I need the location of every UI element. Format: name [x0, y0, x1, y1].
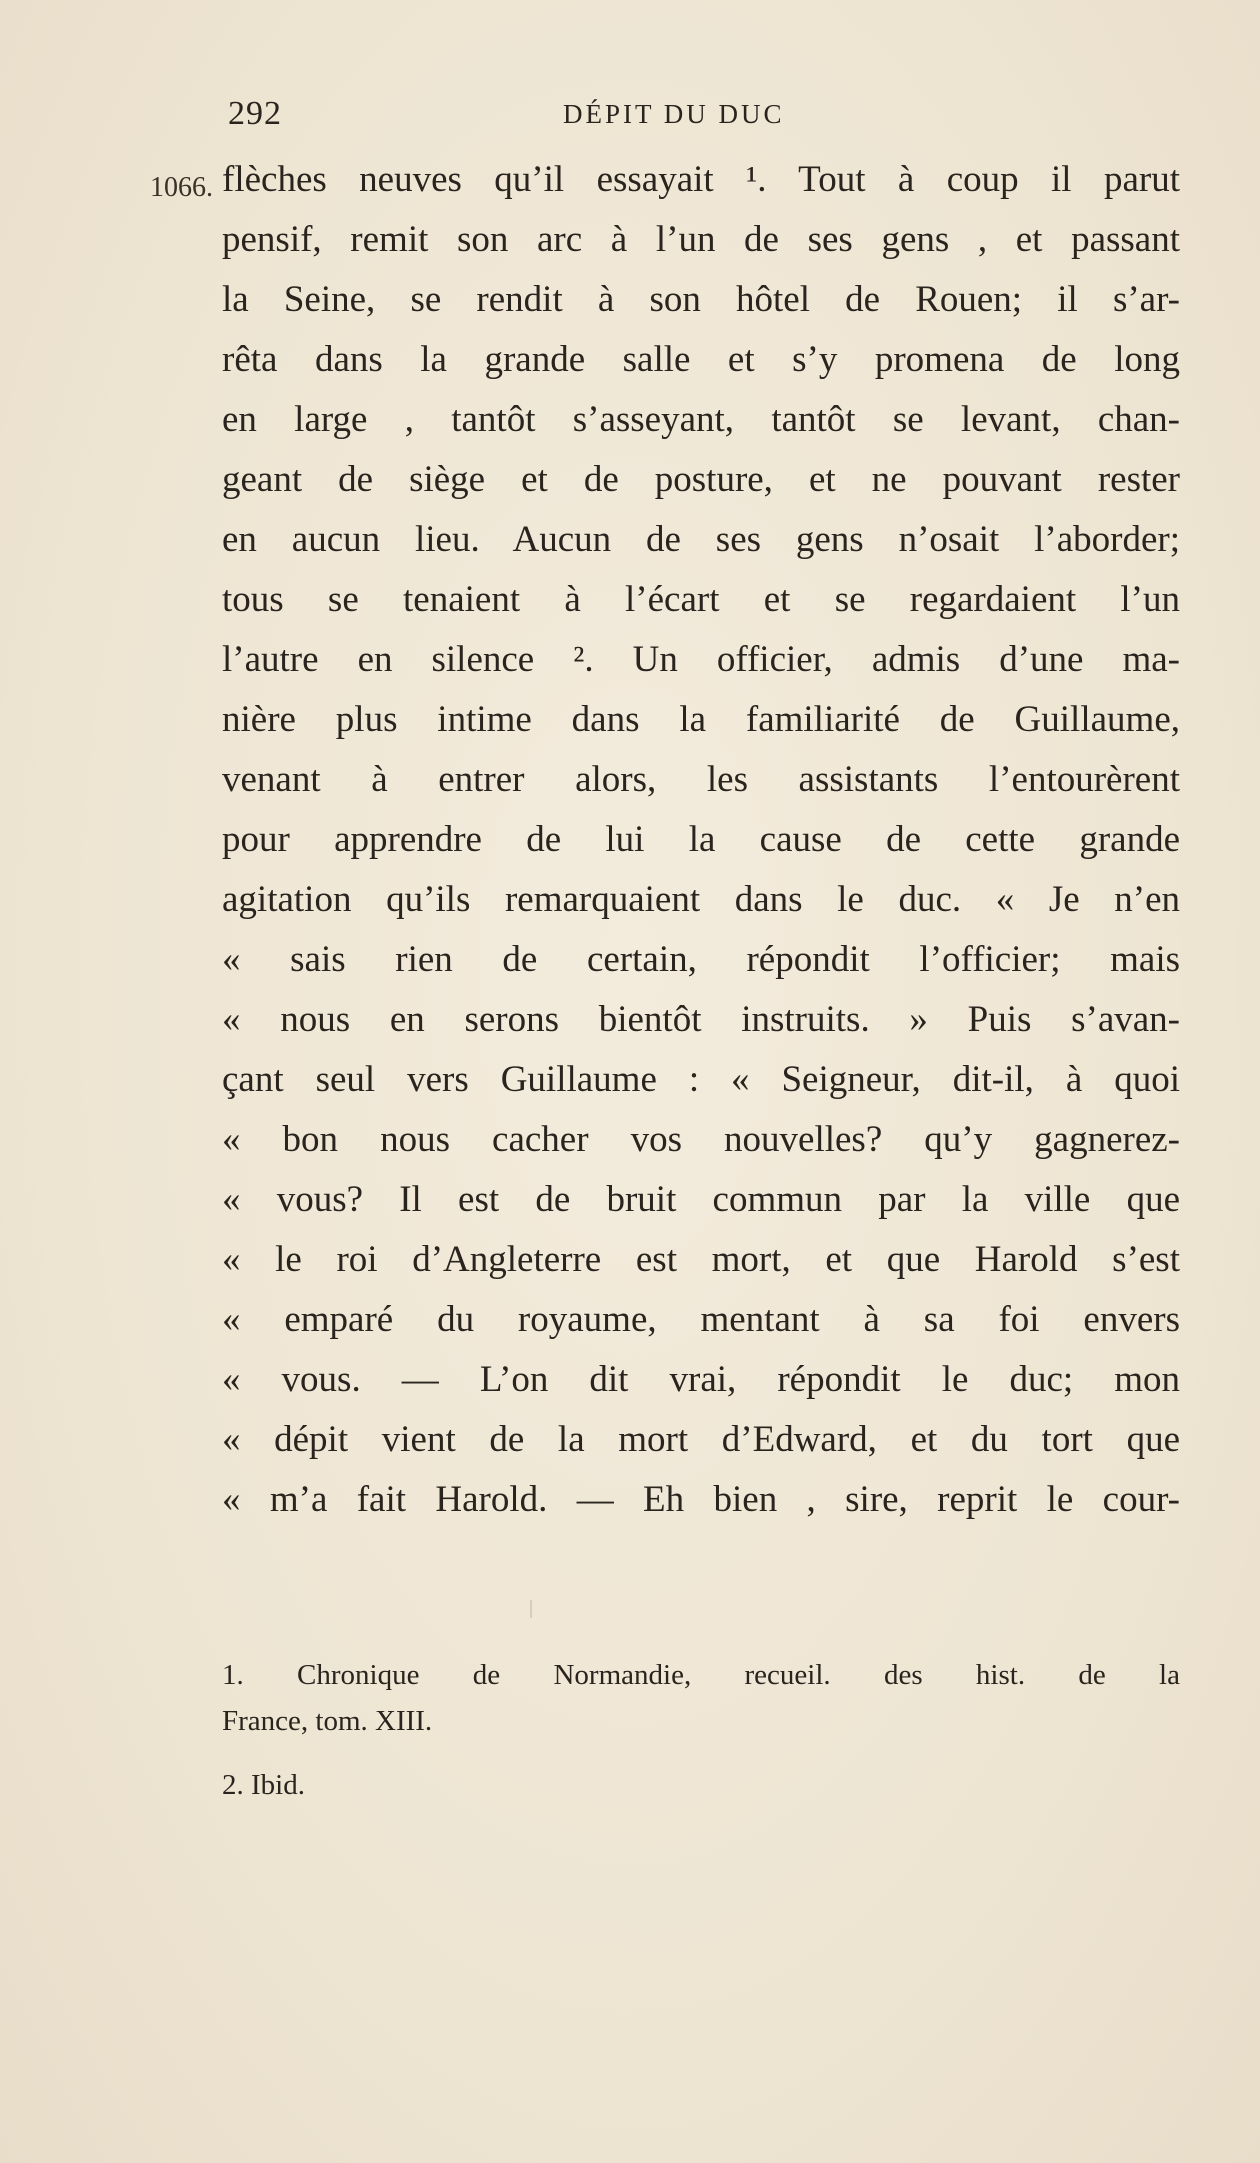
text-line: pour apprendre de lui la cause de cette grande	[222, 819, 1180, 860]
text-line: « m’a fait Harold. — Eh bien , sire, reprit le cour-	[222, 1479, 1180, 1520]
footnote-1-line-2: France, tom. XIII.	[222, 1705, 433, 1737]
text-line: venant à entrer alors, les assistants l’entourèrent	[222, 759, 1180, 800]
text-line: « sais rien de certain, répondit l’officier; mais	[222, 939, 1180, 980]
text-line: « le roi d’Angleterre est mort, et que Harold s’est	[222, 1239, 1180, 1280]
text-line: tous se tenaient à l’écart et se regardaient l’un	[222, 579, 1180, 620]
text-line: geant de siège et de posture, et ne pouvant rester	[222, 459, 1180, 500]
running-title: DÉPIT DU DUC	[563, 99, 785, 129]
footnote-gap	[222, 1744, 1180, 1762]
text-line: en large , tantôt s’asseyant, tantôt se levant, chan-	[222, 399, 1180, 440]
margin-year: 1066.	[150, 172, 213, 203]
text-line: nière plus intime dans la familiarité de Guillaume,	[222, 699, 1180, 740]
footnote-1-line-1: 1. Chronique de Normandie, recueil. des hist. de la	[222, 1659, 1180, 1691]
text-line: « emparé du royaume, mentant à sa foi envers	[222, 1299, 1180, 1340]
text-line: agitation qu’ils remarquaient dans le duc. « Je n’en	[222, 879, 1180, 920]
page-number: 292	[228, 95, 282, 132]
text-line: en aucun lieu. Aucun de ses gens n’osait l’aborder;	[222, 519, 1180, 560]
text-line: « nous en serons bientôt instruits. » Puis s’avan-	[222, 999, 1180, 1040]
text-line: l’autre en silence ². Un officier, admis d’une ma-	[222, 639, 1180, 680]
running-head	[228, 95, 1178, 135]
text-line: çant seul vers Guillaume : « Seigneur, dit-il, à quoi	[222, 1059, 1180, 1100]
footnote-2: 2. Ibid.	[222, 1769, 305, 1801]
body-text	[222, 150, 1180, 1530]
text-line: « vous. — L’on dit vrai, répondit le duc; mon	[222, 1359, 1180, 1400]
footnote-separator-mark	[530, 1600, 532, 1618]
text-line: rêta dans la grande salle et s’y promena de long	[222, 339, 1180, 380]
text-line: pensif, remit son arc à l’un de ses gens , et passant	[222, 219, 1180, 260]
text-line: la Seine, se rendit à son hôtel de Rouen; il s’ar-	[222, 279, 1180, 320]
text-line: « dépit vient de la mort d’Edward, et du tort que	[222, 1419, 1180, 1460]
text-line: « vous? Il est de bruit commun par la ville que	[222, 1179, 1180, 1220]
text-line: flèches neuves qu’il essayait ¹. Tout à coup il parut	[222, 159, 1180, 200]
footnotes	[222, 1652, 1180, 1808]
text-line: « bon nous cacher vos nouvelles? qu’y gagnerez-	[222, 1119, 1180, 1160]
